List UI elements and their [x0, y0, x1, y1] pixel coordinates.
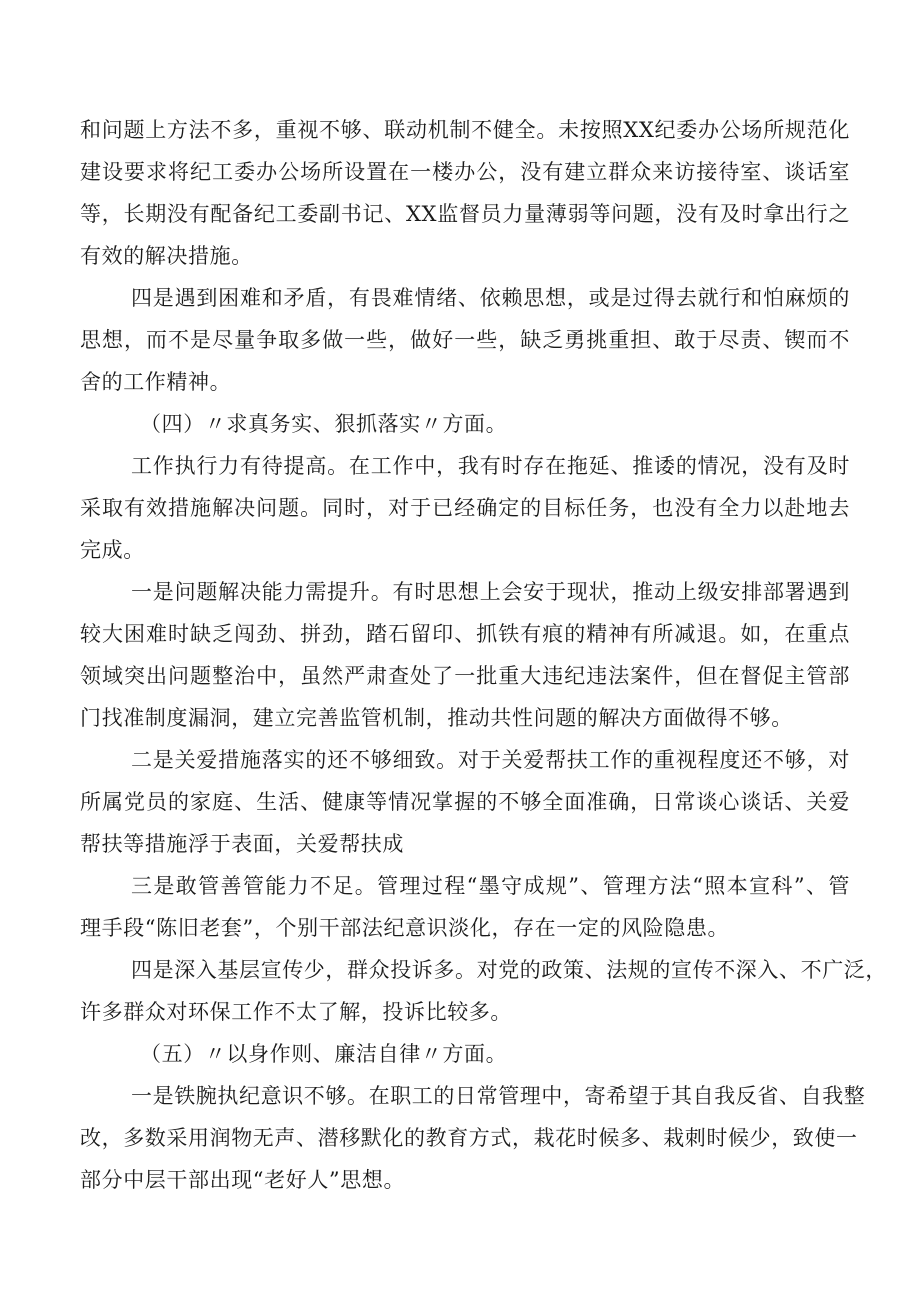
paragraph-line: 四是遇到困难和矛盾，有畏难情绪、依赖思想，或是过得去就行和怕麻烦的 [131, 286, 850, 310]
paragraph-line: 一是铁腕执纪意识不够。在职工的日常管理中，寄希望于其自我反省、自我整 [131, 1084, 866, 1108]
paragraph-line: 部分中层干部出现“老好人”思想。 [80, 1168, 406, 1192]
paragraph-line: 采取有效措施解决问题。同时，对于已经确定的目标任务，也没有全力以赴地去 [80, 496, 850, 520]
paragraph-line: 一是问题解决能力需提升。有时思想上会安于现状，推动上级安排部署遇到 [131, 580, 850, 604]
section-heading: （五）〃以身作则、廉洁自律〃方面。 [140, 1042, 508, 1066]
paragraph-line: 思想，而不是尽量争取多做一些，做好一些，缺乏勇挑重担、敢于尽责、锲而不 [80, 328, 850, 352]
paragraph-line: 建设要求将纪工委办公场所设置在一楼办公，没有建立群众来访接待室、谈话室 [80, 160, 850, 184]
paragraph-line: 四是深入基层宣传少，群众投诉多。对党的政策、法规的宣传不深入、不广泛， [131, 958, 887, 982]
paragraph-line: 和问题上方法不多，重视不够、联动机制不健全。未按照XX纪委办公场所规范化 [80, 118, 850, 142]
paragraph-line: 帮扶等措施浮于表面，关爱帮扶成 [80, 832, 404, 856]
section-heading: （四）〃求真务实、狠抓落实〃方面。 [140, 412, 508, 436]
paragraph-line: 三是敢管善管能力不足。管理过程“墨守成规”、管理方法“照本宣科”、管 [131, 874, 850, 898]
paragraph-line: 所属党员的家庭、生活、健康等情况掌握的不够全面准确，日常谈心谈话、关爱 [80, 790, 850, 814]
paragraph-line: 等，长期没有配备纪工委副书记、XX监督员力量薄弱等问题，没有及时拿出行之 [80, 202, 850, 226]
paragraph-line: 完成。 [80, 538, 145, 562]
paragraph-line: 许多群众对环保工作不太了解，投诉比较多。 [80, 1000, 512, 1024]
paragraph-line: 改，多数采用润物无声、潜移默化的教育方式，栽花时候多、栽刺时候少，致使一 [80, 1126, 858, 1150]
paragraph-line: 二是关爱措施落实的还不够细致。对于关爱帮扶工作的重视程度还不够，对 [131, 748, 850, 772]
paragraph-line: 门找准制度漏洞，建立完善监管机制，推动共性问题的解决方面做得不够。 [80, 706, 793, 730]
paragraph-line: 工作执行力有待提高。在工作中，我有时存在拖延、推诿的情况，没有及时 [131, 454, 850, 478]
paragraph-line: 理手段“陈旧老套”，个别干部法纪意识淡化，存在一定的风险隐患。 [80, 916, 730, 940]
paragraph-line: 有效的解决措施。 [80, 244, 253, 268]
paragraph-line: 较大困难时缺乏闯劲、拼劲，踏石留印、抓铁有痕的精神有所减退。如，在重点 [80, 622, 850, 646]
paragraph-line: 领域突出问题整治中，虽然严肃查处了一批重大违纪违法案件，但在督促主管部 [80, 664, 850, 688]
paragraph-line: 舍的工作精神。 [80, 370, 232, 394]
